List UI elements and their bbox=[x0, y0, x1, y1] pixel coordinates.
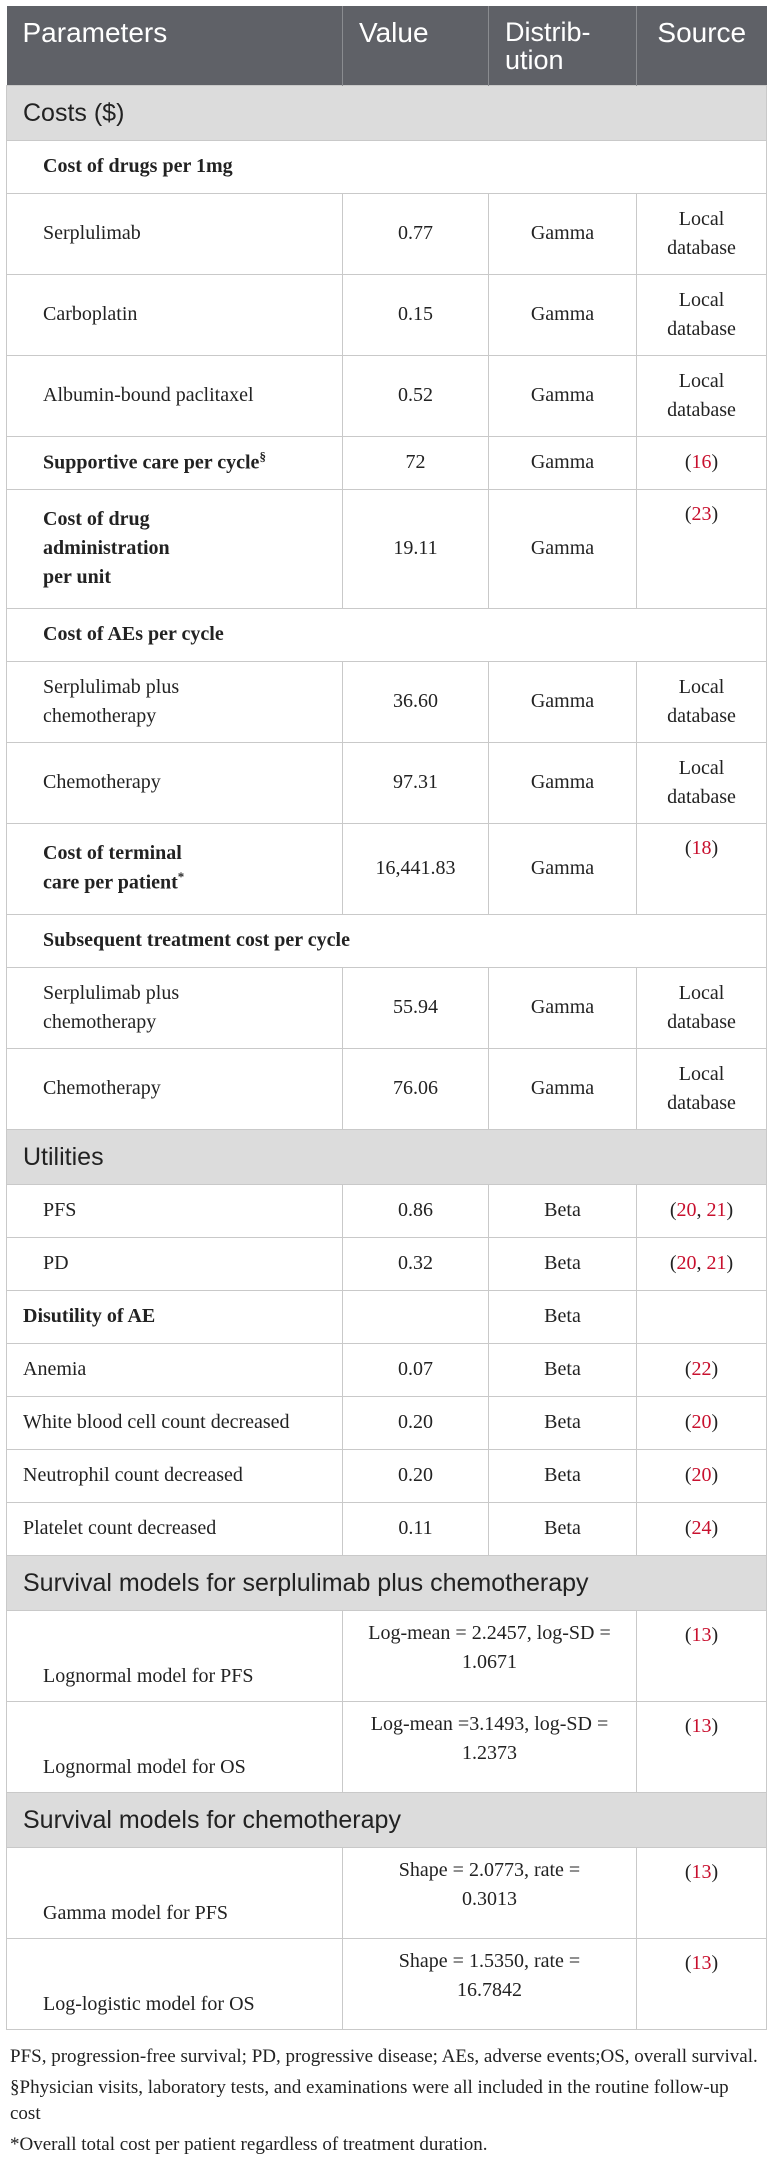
table-row bbox=[7, 823, 767, 914]
ref-paren: ) bbox=[711, 1517, 719, 1540]
row-distribution: Beta bbox=[489, 1449, 637, 1502]
row-source bbox=[637, 1290, 767, 1343]
table-row bbox=[7, 1237, 767, 1290]
ref-paren: ( bbox=[684, 502, 692, 525]
row-value: 16,441.83 bbox=[343, 823, 489, 914]
row-value: 76.06 bbox=[343, 1048, 489, 1129]
row-distribution: Beta bbox=[489, 1237, 637, 1290]
row-label bbox=[7, 436, 343, 489]
header-source: Source bbox=[637, 6, 767, 85]
ref-paren: ) bbox=[711, 1358, 719, 1381]
row-value: 0.52 bbox=[343, 355, 489, 436]
row-source bbox=[637, 1184, 767, 1237]
row-source bbox=[637, 1396, 767, 1449]
table-row bbox=[7, 436, 767, 489]
row-value: 19.11 bbox=[343, 489, 489, 608]
table-row bbox=[7, 661, 767, 742]
table-row bbox=[7, 1396, 767, 1449]
ref-paren: ( bbox=[684, 1358, 692, 1381]
row-distribution: Gamma bbox=[489, 489, 637, 608]
section-title: Utilities bbox=[7, 1129, 767, 1184]
row-source: Local database bbox=[637, 967, 767, 1048]
row-value: 0.15 bbox=[343, 274, 489, 355]
row-value: 0.20 bbox=[343, 1449, 489, 1502]
ref-paren: ( bbox=[684, 1714, 692, 1737]
row-distribution: Beta bbox=[489, 1502, 637, 1555]
row-distribution: Gamma bbox=[489, 274, 637, 355]
section-row-costs bbox=[7, 85, 767, 140]
section-row-utilities bbox=[7, 1129, 767, 1184]
row-value: 0.20 bbox=[343, 1396, 489, 1449]
reference-link[interactable]: 18 bbox=[691, 836, 712, 859]
ref-paren: ( bbox=[684, 1411, 692, 1434]
reference-link[interactable]: 13 bbox=[691, 1951, 712, 1974]
section-title: Costs ($) bbox=[7, 85, 767, 140]
ref-paren: ) bbox=[726, 1199, 734, 1222]
parameters-table bbox=[6, 6, 767, 2030]
row-source bbox=[637, 1610, 767, 1701]
row-label: Serplulimab bbox=[7, 193, 343, 274]
row-value bbox=[343, 1290, 489, 1343]
row-distribution: Gamma bbox=[489, 823, 637, 914]
row-source bbox=[637, 1449, 767, 1502]
row-distribution: Gamma bbox=[489, 742, 637, 823]
subheading-row bbox=[7, 914, 767, 967]
reference-link[interactable]: 21 bbox=[706, 1199, 727, 1222]
ref-paren: ) bbox=[711, 1860, 719, 1883]
reference-link[interactable]: 20 bbox=[676, 1199, 697, 1222]
ref-paren: ) bbox=[726, 1252, 734, 1275]
ref-paren: ) bbox=[711, 836, 719, 859]
reference-link[interactable]: 24 bbox=[691, 1517, 712, 1540]
row-label: Cost of drug administration per unit bbox=[7, 489, 343, 608]
row-value: 0.11 bbox=[343, 1502, 489, 1555]
row-label: Anemia bbox=[7, 1343, 343, 1396]
row-value: 72 bbox=[343, 436, 489, 489]
ref-paren: ( bbox=[684, 1860, 692, 1883]
row-value: 0.77 bbox=[343, 193, 489, 274]
table-row bbox=[7, 742, 767, 823]
row-value: Log-mean =3.1493, log-SD = 1.2373 bbox=[343, 1701, 637, 1792]
table-row bbox=[7, 1701, 767, 1792]
row-value: 55.94 bbox=[343, 967, 489, 1048]
row-value: 36.60 bbox=[343, 661, 489, 742]
row-label-text: Cost of terminal care per patient bbox=[43, 842, 182, 895]
row-label: Chemotherapy bbox=[7, 1048, 343, 1129]
row-distribution: Gamma bbox=[489, 355, 637, 436]
section-row-survival-chemotherapy bbox=[7, 1792, 767, 1847]
row-label: Gamma model for PFS bbox=[7, 1847, 343, 1938]
section-title: Survival models for serplulimab plus chemotherapy bbox=[7, 1555, 767, 1610]
header-parameters: Parameters bbox=[7, 6, 343, 85]
table-row bbox=[7, 1184, 767, 1237]
row-source: Local database bbox=[637, 193, 767, 274]
reference-link[interactable]: 13 bbox=[691, 1714, 712, 1737]
reference-link[interactable]: 20 bbox=[676, 1252, 697, 1275]
table-footnotes bbox=[6, 2030, 766, 2159]
row-label: Serplulimab plus chemotherapy bbox=[7, 967, 343, 1048]
header-distribution: Distrib-ution bbox=[489, 6, 637, 85]
section-title: Survival models for chemotherapy bbox=[7, 1792, 767, 1847]
subheading-row bbox=[7, 140, 767, 193]
ref-paren: ( bbox=[684, 451, 692, 474]
row-source bbox=[637, 489, 767, 608]
subheading-drugs: Cost of drugs per 1mg bbox=[7, 140, 767, 193]
row-value: 0.32 bbox=[343, 1237, 489, 1290]
table-row bbox=[7, 355, 767, 436]
row-source: Local database bbox=[637, 355, 767, 436]
row-label: Lognormal model for PFS bbox=[7, 1610, 343, 1701]
table-row bbox=[7, 1449, 767, 1502]
row-value: 0.07 bbox=[343, 1343, 489, 1396]
table-row bbox=[7, 1343, 767, 1396]
table-row bbox=[7, 274, 767, 355]
table-row bbox=[7, 193, 767, 274]
table-row bbox=[7, 1290, 767, 1343]
row-source bbox=[637, 1502, 767, 1555]
reference-link[interactable]: 23 bbox=[691, 502, 712, 525]
row-label: Disutility of AE bbox=[7, 1290, 343, 1343]
row-value: 0.86 bbox=[343, 1184, 489, 1237]
row-distribution: Gamma bbox=[489, 193, 637, 274]
ref-separator: , bbox=[696, 1199, 707, 1222]
reference-link[interactable]: 16 bbox=[691, 451, 712, 474]
footnote-asterisk: *Overall total cost per patient regardless of treatment duration. bbox=[10, 2134, 488, 2156]
row-source bbox=[637, 1701, 767, 1792]
row-value: Shape = 1.5350, rate = 16.7842 bbox=[343, 1938, 637, 2029]
row-value: Log-mean = 2.2457, log-SD = 1.0671 bbox=[343, 1610, 637, 1701]
ref-separator: , bbox=[696, 1252, 707, 1275]
row-source: Local database bbox=[637, 274, 767, 355]
row-distribution: Beta bbox=[489, 1290, 637, 1343]
ref-paren: ) bbox=[711, 451, 719, 474]
table-row bbox=[7, 1847, 767, 1938]
table-row bbox=[7, 1048, 767, 1129]
row-distribution: Beta bbox=[489, 1396, 637, 1449]
subheading-aes: Cost of AEs per cycle bbox=[7, 608, 767, 661]
row-value: Shape = 2.0773, rate = 0.3013 bbox=[343, 1847, 637, 1938]
parameters-table-container bbox=[6, 0, 766, 2159]
ref-paren: ( bbox=[684, 1623, 692, 1646]
ref-paren: ) bbox=[711, 1411, 719, 1434]
row-label: Log-logistic model for OS bbox=[7, 1938, 343, 2029]
table-header-row bbox=[7, 6, 767, 85]
row-label: White blood cell count decreased bbox=[7, 1396, 343, 1449]
ref-paren: ) bbox=[711, 1623, 719, 1646]
row-distribution: Gamma bbox=[489, 436, 637, 489]
reference-link[interactable]: 13 bbox=[691, 1623, 712, 1646]
ref-paren: ) bbox=[711, 1951, 719, 1974]
row-source: Local database bbox=[637, 1048, 767, 1129]
reference-link[interactable]: 21 bbox=[706, 1252, 727, 1275]
row-source bbox=[637, 1237, 767, 1290]
footnote-mark: § bbox=[259, 448, 266, 464]
reference-link[interactable]: 22 bbox=[691, 1358, 712, 1381]
table-row bbox=[7, 1610, 767, 1701]
ref-paren: ) bbox=[711, 1464, 719, 1487]
reference-link[interactable]: 13 bbox=[691, 1860, 712, 1883]
ref-paren: ( bbox=[684, 1517, 692, 1540]
row-label: Chemotherapy bbox=[7, 742, 343, 823]
row-source: Local database bbox=[637, 661, 767, 742]
reference-link[interactable]: 20 bbox=[691, 1411, 712, 1434]
row-distribution: Gamma bbox=[489, 967, 637, 1048]
row-value: 97.31 bbox=[343, 742, 489, 823]
table-row bbox=[7, 967, 767, 1048]
row-label: Albumin-bound paclitaxel bbox=[7, 355, 343, 436]
ref-paren: ) bbox=[711, 1714, 719, 1737]
row-label: Serplulimab plus chemotherapy bbox=[7, 661, 343, 742]
row-distribution: Gamma bbox=[489, 1048, 637, 1129]
row-source bbox=[637, 1847, 767, 1938]
row-distribution: Beta bbox=[489, 1343, 637, 1396]
row-source bbox=[637, 1343, 767, 1396]
row-distribution: Beta bbox=[489, 1184, 637, 1237]
table-row bbox=[7, 1502, 767, 1555]
row-source: Local database bbox=[637, 742, 767, 823]
footnote-section-mark: §Physician visits, laboratory tests, and examinations were all included in the routine follow-up cost bbox=[10, 2076, 729, 2125]
row-label-text: Supportive care per cycle bbox=[43, 451, 260, 474]
header-value: Value bbox=[343, 6, 489, 85]
row-label: PFS bbox=[7, 1184, 343, 1237]
ref-paren: ( bbox=[684, 1464, 692, 1487]
ref-paren: ( bbox=[684, 836, 692, 859]
row-label: Carboplatin bbox=[7, 274, 343, 355]
ref-paren: ( bbox=[669, 1199, 677, 1222]
section-row-survival-serplulimab bbox=[7, 1555, 767, 1610]
row-source bbox=[637, 823, 767, 914]
footnote-abbreviations: PFS, progression-free survival; PD, progressive disease; AEs, adverse events;OS, overall survival. bbox=[10, 2045, 758, 2067]
ref-paren: ) bbox=[711, 502, 719, 525]
row-label: Platelet count decreased bbox=[7, 1502, 343, 1555]
reference-link[interactable]: 20 bbox=[691, 1464, 712, 1487]
ref-paren: ( bbox=[684, 1951, 692, 1974]
subheading-row bbox=[7, 608, 767, 661]
row-distribution: Gamma bbox=[489, 661, 637, 742]
footnote-mark: * bbox=[177, 869, 185, 885]
row-label bbox=[7, 823, 343, 914]
row-label: Neutrophil count decreased bbox=[7, 1449, 343, 1502]
table-row bbox=[7, 1938, 767, 2029]
row-source bbox=[637, 436, 767, 489]
ref-paren: ( bbox=[669, 1252, 677, 1275]
row-label: PD bbox=[7, 1237, 343, 1290]
table-row bbox=[7, 489, 767, 608]
row-label: Lognormal model for OS bbox=[7, 1701, 343, 1792]
row-source bbox=[637, 1938, 767, 2029]
subheading-subsequent: Subsequent treatment cost per cycle bbox=[7, 914, 767, 967]
